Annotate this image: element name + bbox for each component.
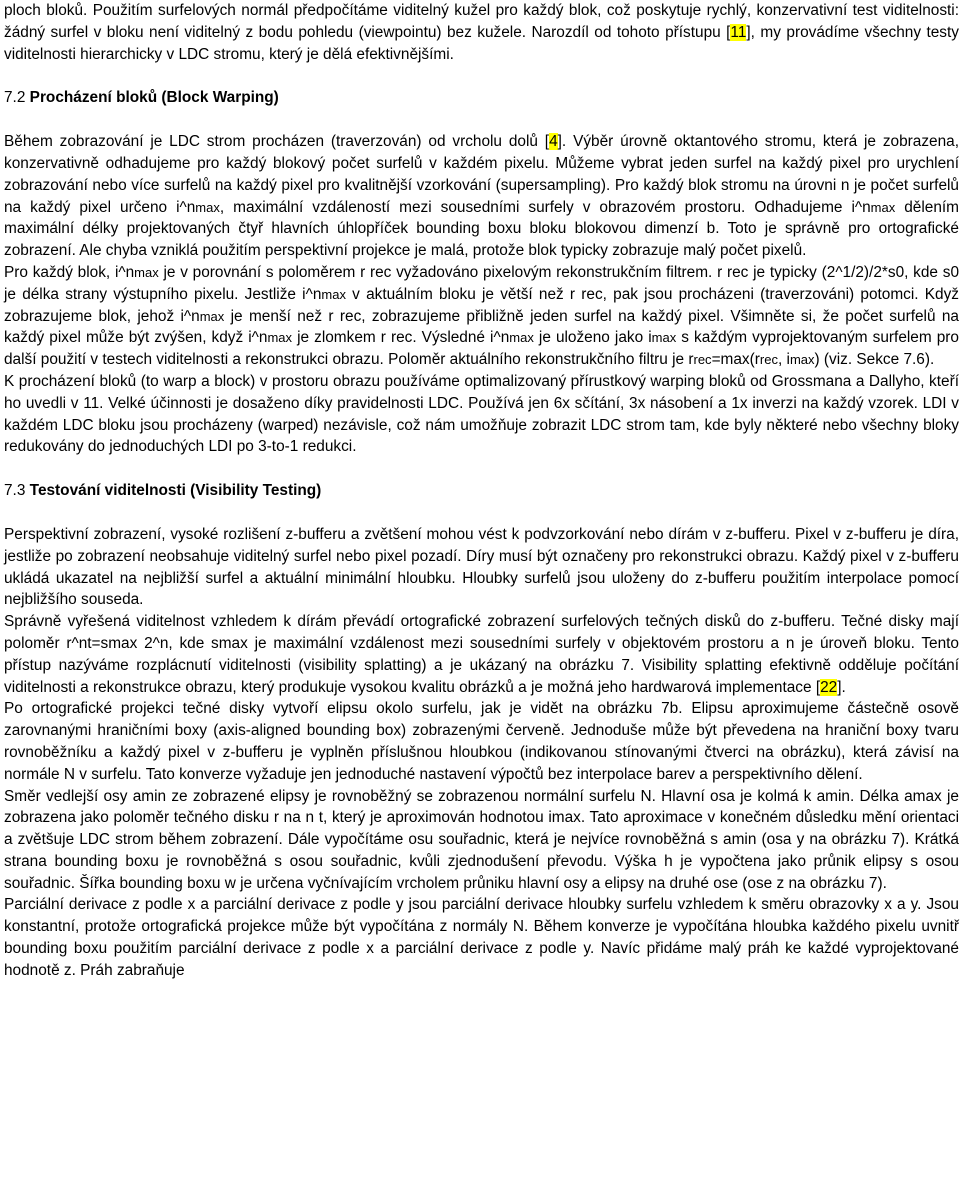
paragraph-7-3-1: Perspektivní zobrazení, vysoké rozlišení z-bufferu a zvětšení mohou vést k podvzorkování nebo dírám v z-bufferu. Pixel v z-bufferu je díra, jestliže po zobrazení neobsahuje viditelný surfel nebo pixel pozadí. Díry musí být označeny pro rekonstrukci obrazu. Každý pixel v z-bufferu ukládá ukazatel na nejbližší surfel a aktuální minimální hloubku. Hloubky surfelů jsou uloženy do z-bufferu použitím interpolace pomocí nejbližšího souseda.: [4, 525, 959, 609]
paragraph-7-3-2: [4, 611, 959, 698]
paragraph-7-3-4: Směr vedlejší osy amin ze zobrazené elipsy je rovnoběžný se zobrazenou normální surfelu N. Hlavní osa je kolmá k amin. Délka amax je zobrazena jako poloměr tečného disku r na n t, který je aproximován hodnotou imax. Tato aproximace v konečném důsledku mění orientaci a zvětšuje LDC strom během zobrazení. Dále vypočítáme osu souřadnic, která je nejvíce rovnoběžná s amin (osa y na obrázku 7). Krátká strana bounding boxu je rovnoběžná s osou souřadnic, kvůli zjednodušení převodu. Výška h je vypočtena jako průnik elipsy s osou souřadnic. Šířka bounding boxu w je určena vyčnívajícím vrcholem průniku hlavní osy a elipsy na druhé ose (ose z na obrázku 7).: [4, 787, 959, 892]
text-run: dělením maximální délky projektovaných čtyř hlavních úhlopříček bounding boxu bloku blokovou dimenzí b. Toto je správně pro ortografické zobrazení. Ale chyba vzniklá použitím perspektivní projekce je malá, protože blok typicky zobrazuje malý počet pixelů.: [4, 198, 960, 260]
text-run: ploch bloků. Použitím surfelových normál předpočítáme viditelný kužel pro každý blok, což poskytuje rychlý, konzervativní test viditelnosti: žádný surfel v bloku není viditelný z bodu pohledu (viewpointu) bez kužele. Narozdíl od tohoto přístupu [: [4, 2, 959, 41]
citation-link[interactable]: 22: [820, 678, 838, 696]
subscript-text: max: [789, 352, 815, 368]
text-run: =max(r: [711, 351, 760, 369]
paragraph-7-2-3: K procházení bloků (to warp a block) v prostoru obrazu používáme optimalizovaný přírustkový warping bloků od Grossmana a Dallyho, kteří ho uvedli v 11. Velké účinnosti je dosaženo díky pravidelnosti LDC. Používá jen 6x sčítání, 3x násobení a 1x inverzi na každý vzorek. LDI v každém LDC bloku jsou procházeny (warped) nezávisle, což nám umožňuje zobrazit LDC strom tam, kde byly některé nebo všechny bloky redukovány do jednoduchých LDI po 3-to-1 redukci.: [4, 372, 959, 456]
text-run: ]. Výběr úrovně oktantového stromu, která je zobrazena, konzervativně odhadujeme pro každý blokový počet surfelů v každém pixelu. Můžeme vybrat jeden surfel na každý pixel pro urychlení zobrazování nebo více surfelů na každý pixel pro kvalitnější vzorkování (supersampling). Pro každý blok stromu na úrovni n je počet surfelů na každý pixel určeno i^n: [4, 133, 959, 216]
subscript-text: max: [870, 199, 896, 215]
text-run: je menší než r rec, zobrazujeme přibližně jeden surfel na každý pixel. Všimněte si, že počet surfelů na každý pixel může být zvýšen, když i^n: [4, 307, 959, 347]
text-run: ) (viz. Sekce 7.6).: [814, 351, 935, 369]
section-title: Procházení bloků (Block Warping): [25, 89, 279, 107]
subscript-text: max: [267, 330, 293, 346]
subscript-text: max: [134, 264, 159, 280]
section-number: 7.3: [4, 482, 26, 500]
subscript-text: max: [321, 286, 346, 302]
section-heading-7-3: [4, 480, 959, 502]
text-run: Během zobrazování je LDC strom procházen (traverzován) od vrcholu dolů [: [4, 133, 550, 151]
text-run: je uloženo jako i: [533, 329, 652, 347]
section-number: 7.2: [4, 89, 26, 107]
text-run: s každým vyprojektovaným surfelem pro další použití v testech viditelnosti a rekonstrukci obrazu. Poloměr aktuálního rekonstrukčního filtru je r: [4, 329, 959, 369]
text-run: v aktuálním bloku je větší než r rec, pak jsou procházeni (traverzováni) potomci. Když zobrazujeme blok, jehož i^n: [4, 285, 959, 325]
subscript-text: max: [195, 199, 220, 215]
paragraph-7-2-2: [4, 262, 959, 371]
paragraph-intro: [4, 0, 959, 65]
text-run: , i: [777, 351, 790, 369]
citation-link[interactable]: 11: [730, 23, 747, 41]
citation-link[interactable]: 4: [549, 133, 558, 151]
subscript-text: max: [199, 308, 225, 324]
subscript-text: max: [509, 330, 534, 346]
text-run: je v porovnání s poloměrem r rec vyžadováno pixelovým rekonstrukčním filtrem. r rec je typicky (2^1/2)/2*s0, kde s0 je délka strany výstupního pixelu. Jestliže i^n: [4, 263, 959, 303]
text-run: Správně vyřešená viditelnost vzhledem k dírám převádí ortografické zobrazení surfelových tečných disků do z-bufferu. Tečné disky mají poloměr r^nt=smax 2^n, kde smax je maximální vzdálenost mezi sousedními surfely v objektovém prostoru a n je úroveň bloku. Tento přístup nazýváme rozplácnutí viditelnosti (visibility splatting) a je ukázaný na obrázku 7. Visibility splatting efektivně odděluje počítání viditelnosti a rekonstrukce obrazu, který produkuje vysokou kvalitu obrázků a je možná jeho hardwarová implementace [: [4, 613, 959, 696]
section-heading-7-2: [4, 87, 959, 109]
subscript-text: rec: [693, 352, 712, 368]
section-title: Testování viditelnosti (Visibility Testing): [25, 482, 322, 500]
text-run: Pro každý blok, i^n: [4, 263, 135, 281]
text-run: je zlomkem r rec. Výsledné i^n: [292, 329, 510, 347]
paragraph-7-3-3: Po ortografické projekci tečné disky vytvoří elipsu okolo surfelu, jak je vidět na obrázku 7b. Elipsu aproximujeme částečně osově zarovnanými hraničními boxy (axis-aligned bounding box) zobrazenými červeně. Jednoduše může být převedena na hraniční boxy tvaru rovnoběžníku a každý pixel v z-bufferu je vyplněn příslušnou hloubkou (indikovanou stínovanými čtverci na obrázku), která závisí na normále N v surfelu. Tato konverze vyžaduje jen jednoduché nastavení výpočtů bez interpolace barev a perspektivního dělení.: [4, 700, 959, 783]
subscript-text: rec: [759, 352, 778, 368]
paragraph-7-3-5: Parciální derivace z podle x a parciální derivace z podle y jsou parciální derivace hloubky surfelu vzhledem k směru obrazovky x a y. Jsou konstantní, protože ortografická projekce může být vypočítána z normály N. Během konverze je vypočítána hloubka každého pixelu uvnitř bounding boxu použitím parciální derivace z podle x a parciální derivace z podle y. Navíc přidáme malý práh ke každé vyprojektované hodnotě z. Práh zabraňuje: [4, 896, 959, 979]
document-page: [4, 0, 959, 982]
subscript-text: max: [651, 330, 677, 346]
text-run: , maximální vzdáleností mezi sousedními surfely v obrazovém prostoru. Odhadujeme i^n: [219, 198, 871, 216]
text-run: ].: [837, 678, 846, 696]
paragraph-7-2-1: [4, 131, 959, 262]
text-run: ], my provádíme všechny testy viditelnosti hierarchicky v LDC stromu, který je dělá efektivnějšími.: [4, 23, 959, 63]
